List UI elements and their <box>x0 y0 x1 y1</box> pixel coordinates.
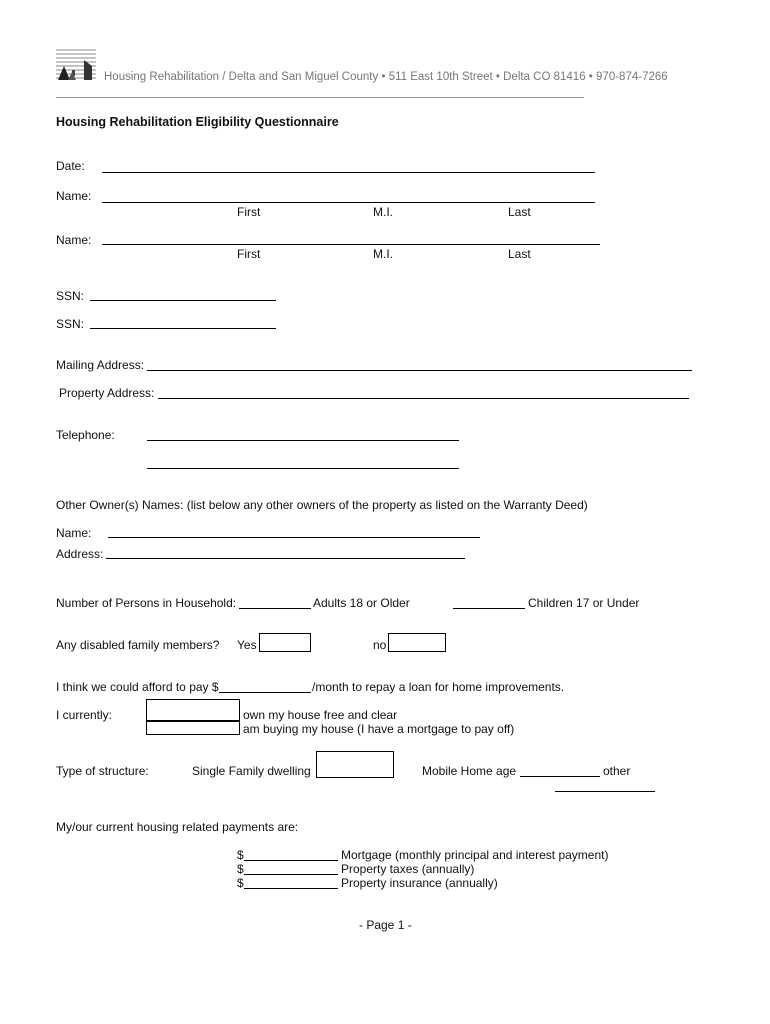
property-address-label: Property Address: <box>59 386 155 400</box>
ssn-label: SSN: <box>56 289 85 303</box>
other-label: other <box>603 764 631 778</box>
disabled-label: Any disabled family members? <box>56 638 220 652</box>
afford-suffix: /month to repay a loan for home improvements. <box>312 680 565 694</box>
header-contact-line <box>104 71 668 83</box>
mortgage-field[interactable] <box>244 860 338 861</box>
no-label: no <box>373 638 387 652</box>
header-org: Housing Rehabilitation / Delta and San Miguel County <box>104 71 379 83</box>
mobile-home-age-field[interactable] <box>520 776 600 777</box>
persons-label: Number of Persons in Household: <box>56 596 237 610</box>
logo <box>54 46 98 82</box>
dollar-sign: $ <box>237 862 244 876</box>
mobile-home-label: Mobile Home age <box>422 764 517 778</box>
buying-checkbox[interactable] <box>146 721 240 735</box>
telephone-field-1[interactable] <box>147 440 459 441</box>
name-field-2[interactable] <box>102 244 600 245</box>
single-family-label: Single Family dwelling <box>192 764 311 778</box>
afford-amount-field[interactable] <box>219 692 311 693</box>
taxes-label: Property taxes (annually) <box>341 862 475 876</box>
header-address: 511 East 10th Street <box>388 71 493 83</box>
form-title: Housing Rehabilitation Eligibility Questionnaire <box>56 115 339 129</box>
other-structure-field[interactable] <box>555 791 655 792</box>
name-label: Name: <box>56 233 92 247</box>
page-number: - Page 1 - <box>359 918 412 932</box>
header-bullet: • <box>588 71 593 83</box>
yes-label: Yes <box>237 638 257 652</box>
header-city: Delta CO 81416 <box>503 71 586 83</box>
children-label: Children 17 or Under <box>528 596 640 610</box>
ssn-field-2[interactable] <box>90 328 276 329</box>
header-bullet: • <box>381 71 386 83</box>
header-phone: 970-874-7266 <box>596 71 668 83</box>
afford-prefix: I think we could afford to pay $ <box>56 680 219 694</box>
structure-label: Type of structure: <box>56 764 149 778</box>
ssn-label: SSN: <box>56 317 85 331</box>
insurance-label: Property insurance (annually) <box>341 876 498 890</box>
single-family-checkbox[interactable] <box>316 751 394 778</box>
last-caption: Last <box>508 247 531 261</box>
currently-label: I currently: <box>56 708 113 722</box>
date-field[interactable] <box>102 172 595 173</box>
telephone-label: Telephone: <box>56 428 115 442</box>
name-field-1[interactable] <box>102 202 595 203</box>
first-caption: First <box>237 205 261 219</box>
taxes-field[interactable] <box>244 874 338 875</box>
other-owners-label: Other Owner(s) Names: (list below any other owners of the property as listed on the Warranty Deed) <box>56 498 588 512</box>
header-bullet: • <box>495 71 500 83</box>
name-label: Name: <box>56 189 92 203</box>
insurance-field[interactable] <box>244 888 338 889</box>
mi-caption: M.I. <box>373 205 393 219</box>
children-field[interactable] <box>453 608 525 609</box>
other-owner-name-field[interactable] <box>108 537 480 538</box>
mailing-address-field[interactable] <box>147 370 692 371</box>
property-address-field[interactable] <box>158 398 689 399</box>
adults-label: Adults 18 or Older <box>313 596 410 610</box>
mortgage-label: Mortgage (monthly principal and interest payment) <box>341 848 609 862</box>
ssn-field-1[interactable] <box>90 300 276 301</box>
dollar-sign: $ <box>237 876 244 890</box>
own-free-checkbox[interactable] <box>146 699 240 721</box>
telephone-field-2[interactable] <box>147 468 459 469</box>
last-caption: Last <box>508 205 531 219</box>
adults-field[interactable] <box>239 608 311 609</box>
date-label: Date: <box>56 159 85 173</box>
mailing-address-label: Mailing Address: <box>56 358 145 372</box>
mi-caption: M.I. <box>373 247 393 261</box>
payments-label: My/our current housing related payments are: <box>56 820 299 834</box>
own-free-label: own my house free and clear <box>243 708 398 722</box>
other-owner-address-label: Address: <box>56 547 104 561</box>
no-checkbox[interactable] <box>388 633 446 652</box>
header-divider <box>56 97 584 98</box>
dollar-sign: $ <box>237 848 244 862</box>
buying-label: am buying my house (I have a mortgage to pay off) <box>243 722 515 736</box>
other-owner-name-label: Name: <box>56 526 92 540</box>
first-caption: First <box>237 247 261 261</box>
other-owner-address-field[interactable] <box>106 558 465 559</box>
yes-checkbox[interactable] <box>259 633 311 652</box>
